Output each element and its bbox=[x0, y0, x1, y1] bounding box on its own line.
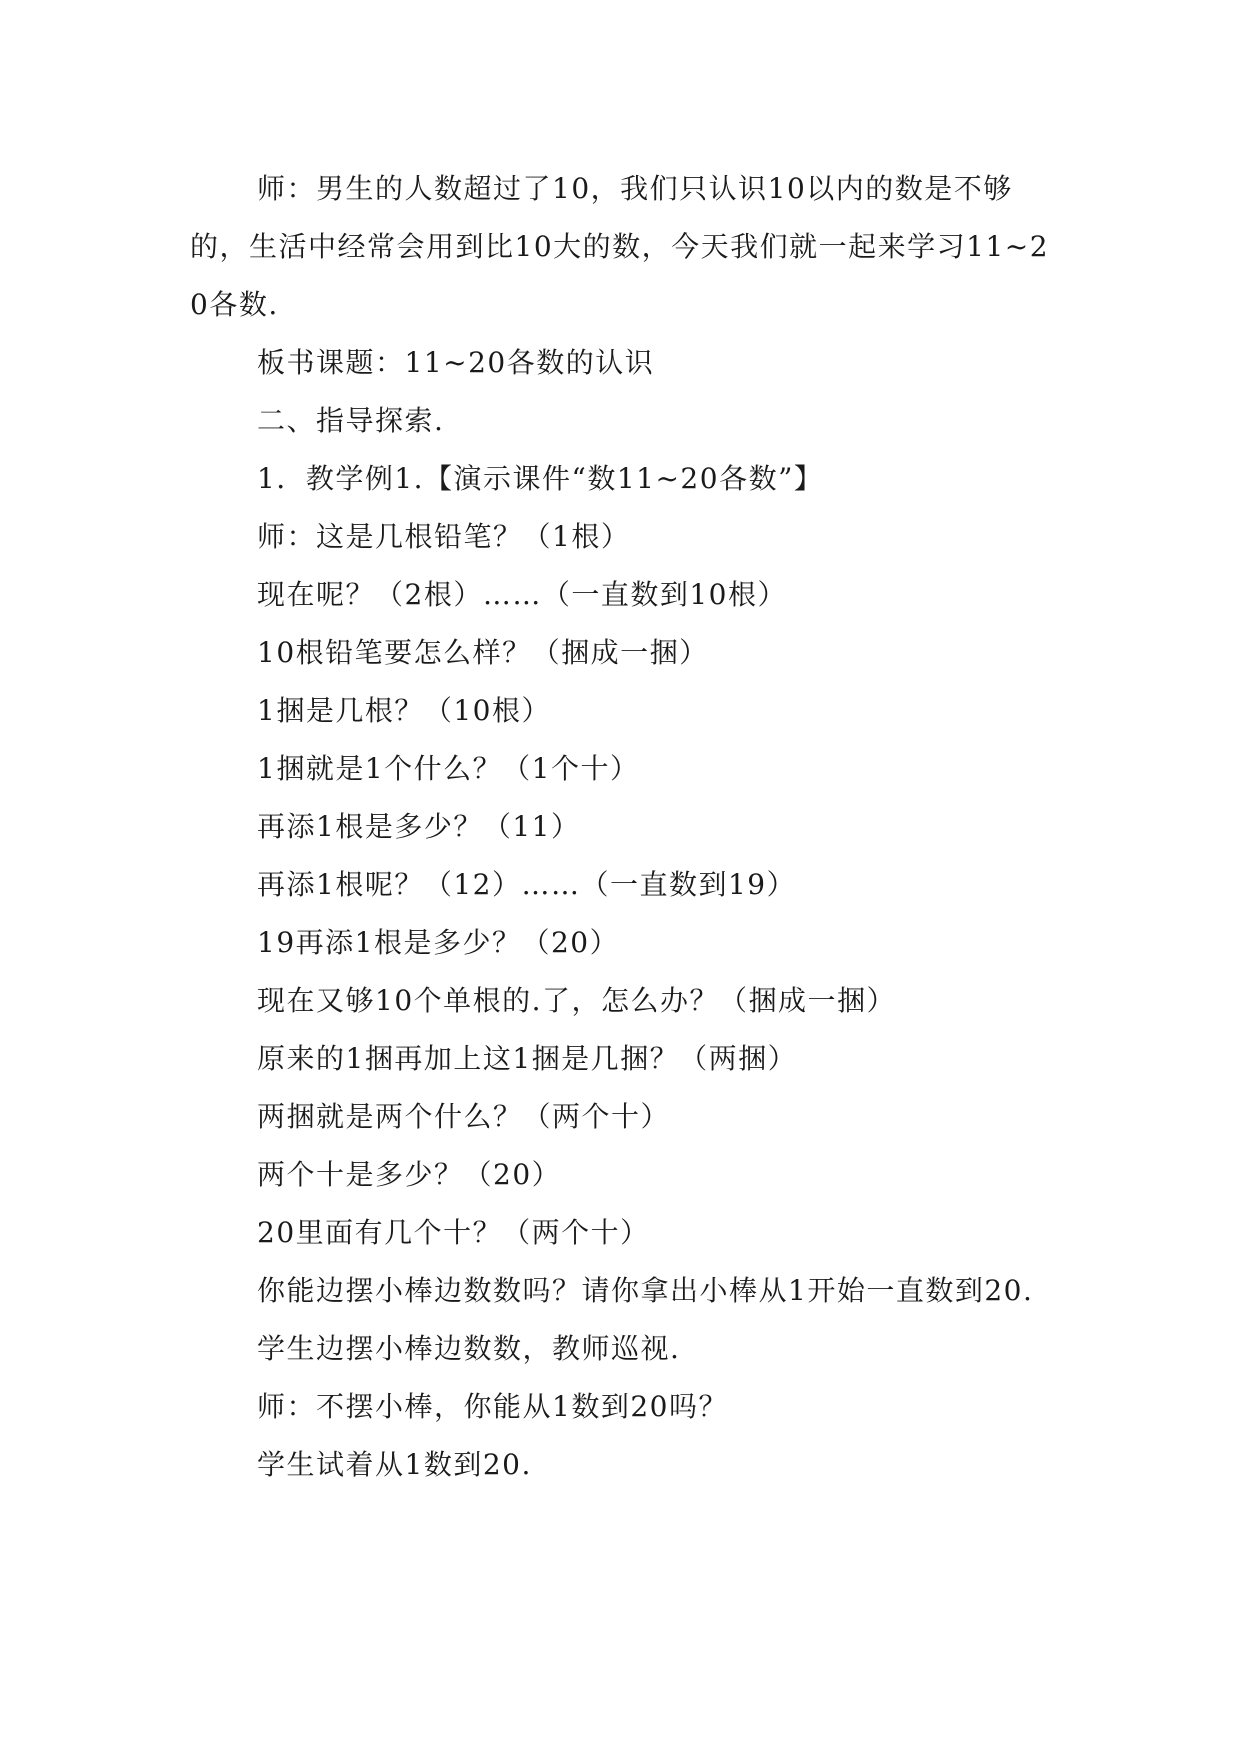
paragraph-section-heading: 二、指导探索. bbox=[257, 404, 445, 437]
paragraph-lesson-title: 板书课题：11~20各数的认识 bbox=[257, 346, 655, 379]
paragraph-dialogue: 1捆是几根？（10根） bbox=[257, 694, 551, 727]
paragraph-intro: 师：男生的人数超过了10，我们只认识10以内的数是不够的，生活中经常会用到比10大的数，今天我们就一起来学习11~20各数. bbox=[190, 172, 1050, 321]
paragraph-dialogue: 1捆就是1个什么？（1个十） bbox=[257, 752, 640, 785]
paragraph-dialogue: 两个十是多少？（20） bbox=[257, 1158, 562, 1191]
paragraph-dialogue: 现在又够10个单根的.了，怎么办？（捆成一捆） bbox=[257, 984, 897, 1017]
paragraph-activity: 学生边摆小棒边数数，教师巡视. bbox=[257, 1332, 681, 1365]
paragraph-dialogue: 师：这是几根铅笔？（1根） bbox=[257, 520, 631, 553]
paragraph-dialogue: 19再添1根是多少？（20） bbox=[257, 926, 620, 959]
document-body bbox=[190, 160, 1060, 1494]
paragraph-dialogue: 原来的1捆再加上这1捆是几捆？（两捆） bbox=[257, 1042, 798, 1075]
paragraph-dialogue: 现在呢？（2根）……（一直数到10根） bbox=[257, 578, 787, 611]
paragraph-dialogue: 再添1根是多少？（11） bbox=[257, 810, 581, 843]
paragraph-activity: 学生试着从1数到20. bbox=[257, 1448, 532, 1481]
paragraph-dialogue: 再添1根呢？（12）……（一直数到19） bbox=[257, 868, 797, 901]
paragraph-dialogue: 两捆就是两个什么？（两个十） bbox=[257, 1100, 671, 1133]
paragraph-dialogue: 10根铅笔要怎么样？（捆成一捆） bbox=[257, 636, 709, 669]
paragraph-activity: 你能边摆小棒边数数吗？请你拿出小棒从1开始一直数到20. bbox=[257, 1274, 1034, 1307]
paragraph-example-heading: 1．教学例1.【演示课件“数11~20各数”】 bbox=[257, 462, 824, 495]
paragraph-activity: 师：不摆小棒，你能从1数到20吗？ bbox=[257, 1390, 728, 1423]
paragraph-dialogue: 20里面有几个十？（两个十） bbox=[257, 1216, 650, 1249]
